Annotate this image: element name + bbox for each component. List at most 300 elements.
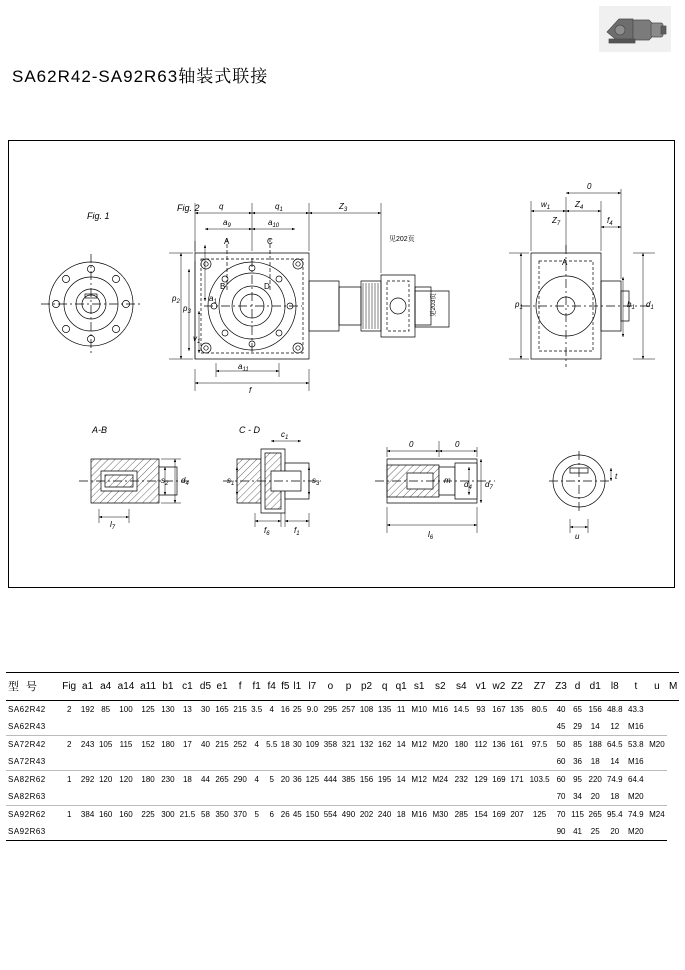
cell-value: 180 [161,740,175,749]
cell-value: 14 [586,718,604,736]
cell-value: 74.9 [628,810,644,819]
cell-value: 150 [305,810,320,819]
cell-value: 50 [556,740,566,749]
cell-value [177,788,198,806]
header-a4: a4 [97,673,115,701]
svg-text:w1: $w_1$ [541,200,551,211]
cell-value [291,823,303,841]
cell-value [79,788,97,806]
cell-value: 295 [323,705,338,714]
cell-value: 252 [233,740,247,749]
cell-value: 65 [573,705,582,714]
cell-value [115,753,138,771]
cell-value [451,718,472,736]
cell-value: 74.9 [606,775,623,784]
cell-value: 80.5 [531,705,548,714]
table-body [6,701,679,841]
cell-value: 188 [588,740,602,749]
cell-value [303,823,321,841]
cell-value: 18 [182,775,192,784]
cell-value: M12 [411,775,427,784]
cell-value [137,788,159,806]
header-l8: l8 [604,673,625,701]
cell-value [646,718,667,736]
cell-value [321,718,339,736]
cell-value: 444 [323,775,338,784]
cell-value [159,788,177,806]
cell-value: 3.5 [251,705,263,714]
cell-value [339,823,357,841]
cell-value [490,788,508,806]
cell-value: 152 [141,740,155,749]
cell-value [279,718,291,736]
cell-value [198,718,213,736]
page-title: SA62R42-SA92R63轴装式联接 [12,67,269,86]
cell-value: M24 [432,775,449,784]
cell-value: 34 [569,788,586,806]
cell-value [339,718,357,736]
cell-value: 350 [215,810,229,819]
cell-value [376,718,394,736]
cell-value: M20 [649,740,665,749]
spec-table [6,672,679,841]
cell-value: 41 [569,823,586,841]
header-e1: e1 [213,673,231,701]
cell-value: M30 [432,810,449,819]
cell-value: 93 [476,705,486,714]
cell-value: 290 [233,775,247,784]
cell-value: 358 [323,740,338,749]
cell-value: 12 [604,718,625,736]
table-row [6,736,679,754]
cell-value: 64.4 [628,775,644,784]
header-f5: f5 [279,673,291,701]
cell-value: 129 [474,775,488,784]
cell-value [264,823,279,841]
cell-value: 25 [292,705,302,714]
svg-text:a11: $a_{11}$ [238,362,249,373]
svg-text:u: u [575,532,580,541]
svg-text:q: q [219,202,224,211]
svg-text:p1: $p_1$ [515,300,523,311]
cell-value: 554 [323,810,338,819]
header-a11: a11 [137,673,159,701]
cell-value: 100 [119,705,133,714]
cell-value: 265 [215,775,229,784]
cell-value: 5 [254,810,259,819]
cell-value [264,788,279,806]
cell-value [231,823,249,841]
cell-value: 44 [201,775,210,784]
table-header [6,673,679,701]
cell-value [264,753,279,771]
cell-value [646,701,667,719]
cell-value [409,753,430,771]
cell-value [97,718,115,736]
svg-text:v1: $v_1$ [193,334,201,345]
cell-value [198,788,213,806]
cell-model: SA92R63 [6,823,60,841]
header-f4: f4 [264,673,279,701]
cell-value [321,753,339,771]
product-photo [599,6,671,52]
cell-value [198,753,213,771]
cell-value: 21.5 [179,810,196,819]
svg-text:f: f [249,386,252,395]
cell-value: 192 [80,705,95,714]
cell-value: 4 [269,705,274,714]
cell-value: 180 [454,740,468,749]
header-a1: a1 [79,673,97,701]
svg-text:A: A [562,258,568,267]
cell-value [137,753,159,771]
cell-value [451,788,472,806]
cell-value [430,718,451,736]
cell-value: M20 [432,740,449,749]
cell-value: 2 [66,740,72,749]
cell-value [291,753,303,771]
svg-text:C: C [267,237,273,246]
cell-value: 257 [341,705,356,714]
cell-value: 14 [604,753,625,771]
cell-value: 230 [161,775,175,784]
cell-value: M10 [411,705,427,714]
cell-value: 207 [510,810,524,819]
cell-value: 167 [492,705,506,714]
cell-value [97,823,115,841]
cell-value: 18 [396,810,406,819]
cell-value [394,753,409,771]
svg-text:f1: $f_1$ [294,526,300,537]
svg-text:s2: $s_2$ [161,476,169,487]
cell-value: 6 [269,810,274,819]
cell-value [159,753,177,771]
cell-value: 385 [341,775,356,784]
cell-value [472,753,490,771]
cell-value: 14 [396,775,406,784]
cell-value: 58 [201,810,210,819]
cell-value: 161 [510,740,524,749]
cell-value [60,823,79,841]
svg-text:s3: $s_3$ [312,476,320,487]
cell-value: 154 [474,810,488,819]
cell-value: 17 [182,740,192,749]
cell-value [159,718,177,736]
cell-value: 109 [305,740,320,749]
svg-text:Z4: $Z_4$ [575,200,584,211]
cell-value: 384 [80,810,95,819]
table-row [6,753,679,771]
header-m: M [667,673,679,701]
cell-value: 165 [215,705,229,714]
header-z7: Z7 [526,673,553,701]
table-row [6,701,679,719]
table-row [6,771,679,789]
cell-value: 180 [141,775,155,784]
cell-value [490,753,508,771]
cell-value [451,753,472,771]
svg-text:d1: $d_1$ [646,300,654,311]
cell-value: 18 [586,753,604,771]
cell-value: 18 [604,788,625,806]
cell-value [358,718,376,736]
cell-value [376,823,394,841]
cell-value [159,823,177,841]
cell-value: 70 [556,810,566,819]
cell-value: 53.8 [628,740,644,749]
cell-value [97,788,115,806]
cell-value [137,718,159,736]
svg-text:0: 0 [455,440,460,449]
cell-value: 20 [280,775,290,784]
cell-value [213,718,231,736]
header-q1: q1 [394,673,409,701]
svg-text:A-B: A-B [92,425,108,435]
cell-value [198,823,213,841]
cell-value [115,788,138,806]
cell-value: 202 [359,810,374,819]
svg-text:D: D [264,282,270,291]
cell-value: 85 [101,705,111,714]
svg-text:C - D: C - D [239,425,260,435]
cell-value: 36 [569,753,586,771]
cell-model: SA82R63 [6,788,60,806]
cell-value: 95 [573,775,582,784]
cell-value: 160 [98,810,113,819]
cell-value: 160 [119,810,133,819]
header-p2: p2 [358,673,376,701]
cell-value [394,788,409,806]
svg-text:B: B [220,282,226,291]
cell-value [249,753,264,771]
cell-value [490,823,508,841]
cell-value [115,823,138,841]
header-q: q [376,673,394,701]
cell-value: 265 [588,810,602,819]
cell-value: 156 [588,705,602,714]
cell-value [115,718,138,736]
cell-value: 300 [161,810,175,819]
cell-value: M16 [432,705,449,714]
cell-value: 225 [141,810,155,819]
cell-value: 243 [80,740,95,749]
cell-value [249,823,264,841]
svg-text:Fig. 1: Fig. 1 [87,211,110,221]
cell-value: 115 [571,810,584,819]
cell-value [472,823,490,841]
cell-value [303,753,321,771]
cell-value [321,788,339,806]
cell-value: 195 [377,775,392,784]
cell-value [177,823,198,841]
cell-value: 48.8 [606,705,623,714]
header-s4: s4 [451,673,472,701]
header-l7: l7 [303,673,321,701]
cell-value [526,753,553,771]
cell-value: 95.4 [606,810,623,819]
cell-value [249,718,264,736]
svg-text:d4: $d_4$ [464,480,472,491]
header-v1: v1 [472,673,490,701]
cell-value: 370 [233,810,247,819]
cell-value: M20 [625,823,646,841]
cell-value: 120 [119,775,133,784]
cell-value [279,753,291,771]
cell-value: 169 [492,810,506,819]
cell-value [526,718,553,736]
spec-table-wrapper [6,672,679,841]
cell-value: 120 [98,775,113,784]
cell-value: 171 [510,775,524,784]
svg-text:见203页: 见203页 [430,293,437,317]
cell-value [526,788,553,806]
header-z2: Z2 [508,673,526,701]
svg-text:s1: $s_1$ [227,476,235,487]
cell-value: 125 [141,705,155,714]
cell-model: SA72R42 [8,740,46,749]
cell-value: 136 [492,740,506,749]
cell-value: 321 [341,740,356,749]
cell-value [430,788,451,806]
cell-value: 2 [66,705,72,714]
cell-value: 215 [233,705,247,714]
cell-value [321,823,339,841]
svg-text:见202页: 见202页 [389,236,415,243]
cell-value: M16 [411,810,427,819]
cell-value [231,753,249,771]
cell-value [646,823,667,841]
header-s2: s2 [430,673,451,701]
cell-value [339,788,357,806]
cell-value [646,788,667,806]
svg-text:0: 0 [409,440,414,449]
cell-value: 18 [280,740,290,749]
cell-value: 60 [553,753,569,771]
cell-value [264,718,279,736]
cell-value: M16 [625,753,646,771]
cell-value [79,823,97,841]
header-d1: d1 [586,673,604,701]
cell-value [97,753,115,771]
cell-model: SA62R43 [6,718,60,736]
cell-value: M24 [649,810,665,819]
cell-value [339,753,357,771]
cell-value [376,753,394,771]
cell-value [279,823,291,841]
cell-value: M16 [625,718,646,736]
cell-value: 130 [161,705,175,714]
header-c1: c1 [177,673,198,701]
cell-value [279,788,291,806]
cell-value: 14.5 [453,705,470,714]
cell-value: 4 [254,775,259,784]
cell-value: 156 [359,775,374,784]
cell-value [472,788,490,806]
cell-value: 40 [556,705,566,714]
cell-value: 20 [586,788,604,806]
cell-value [508,718,526,736]
cell-value [358,823,376,841]
header-w2: w2 [490,673,508,701]
cell-value: 220 [588,775,602,784]
cell-value [358,753,376,771]
svg-text:A: A [224,237,230,246]
cell-value: 85 [573,740,582,749]
cell-value: 30 [292,740,302,749]
cell-value: 70 [553,788,569,806]
svg-text:p2: $p_2$ [172,294,180,305]
cell-value [646,771,667,789]
header-b1: b1 [159,673,177,701]
cell-value [231,788,249,806]
technical-drawing [8,140,675,588]
cell-value [60,788,79,806]
cell-value [409,823,430,841]
cell-value [358,788,376,806]
cell-value: 103.5 [529,775,550,784]
cell-value: 30 [201,705,210,714]
cell-value: 125 [305,775,320,784]
header-f1: f1 [249,673,264,701]
svg-text:q1: $q_1$ [275,202,283,213]
header-d: d [569,673,586,701]
cell-value [376,788,394,806]
header-o: o [321,673,339,701]
cell-value [526,823,553,841]
svg-text:f6: $f_6$ [264,526,270,537]
cell-value [409,788,430,806]
cell-value [646,753,667,771]
cell-value: 112 [474,740,488,749]
cell-value: 1 [66,775,72,784]
cell-value: 105 [98,740,113,749]
cell-value: 490 [341,810,356,819]
cell-value: 36 [292,775,302,784]
cell-value [79,718,97,736]
cell-value: M12 [411,740,427,749]
table-row [6,718,679,736]
cell-value: 292 [80,775,95,784]
header-a14: a14 [115,673,138,701]
svg-text:b1: $b_1$ [627,300,635,311]
cell-value [291,718,303,736]
cell-value [394,823,409,841]
header-u: u [646,673,667,701]
cell-value: 5 [269,775,274,784]
cell-model: SA62R42 [8,705,46,714]
header-p: p [339,673,357,701]
header-fig: Fig [60,673,79,701]
cell-value [409,718,430,736]
cell-value: 132 [359,740,374,749]
cell-value: 1 [66,810,72,819]
header-t: t [625,673,646,701]
header-s1: s1 [409,673,430,701]
cell-value [508,788,526,806]
cell-value: 5.5 [266,740,278,749]
svg-text:m: m [444,476,451,485]
cell-value: 240 [377,810,392,819]
svg-text:c1: $c_1$ [281,430,289,441]
cell-value [303,718,321,736]
cell-value [231,718,249,736]
cell-value: 60 [556,775,566,784]
svg-text:a9: $a_9$ [223,218,231,229]
svg-text:Fig. 2: Fig. 2 [177,203,200,213]
cell-value [394,718,409,736]
cell-value: 162 [377,740,392,749]
svg-text:t: t [615,472,618,481]
